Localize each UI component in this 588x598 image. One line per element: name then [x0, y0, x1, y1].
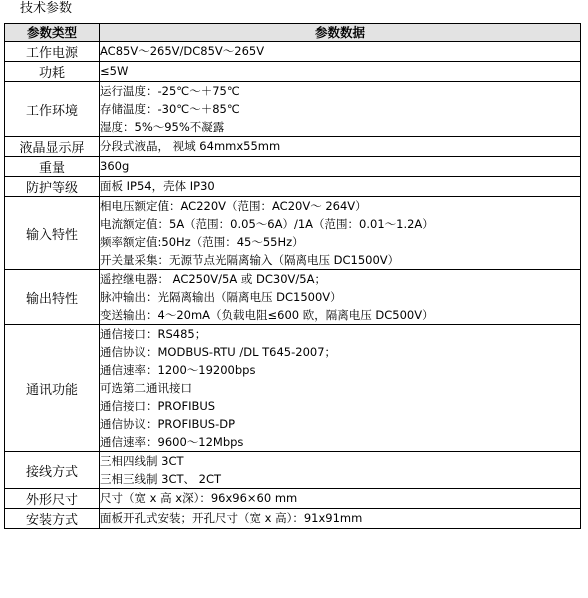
- value-line: 通信协议：PROFIBUS-DP: [100, 417, 236, 431]
- value-line: 面板开孔式安装；开孔尺寸（宽 x 高）：91x91mm: [100, 511, 363, 525]
- table-row: [5, 509, 581, 529]
- value-line: 脉冲输出：光隔离输出（隔离电压 DC1500V）: [100, 290, 342, 304]
- table-header-row: [5, 24, 581, 42]
- value-line: 相电压额定值：AC220V（范围：AC20V～ 264V）: [100, 199, 367, 213]
- spec-table: [4, 23, 581, 529]
- row-category: 通讯功能: [5, 325, 100, 452]
- row-values: [100, 270, 581, 325]
- value-line: 通信接口：PROFIBUS: [100, 399, 216, 413]
- value-line: 三相四线制 3CT: [100, 454, 184, 468]
- table-row: [5, 197, 581, 270]
- row-category: 输出特性: [5, 270, 100, 325]
- row-category: 接线方式: [5, 452, 100, 489]
- table-row: [5, 325, 581, 452]
- table-row: [5, 270, 581, 325]
- value-line: 分段式液晶， 视域 64mmx55mm: [100, 139, 281, 153]
- row-values: [100, 82, 581, 137]
- row-values: [100, 197, 581, 270]
- value-line: 遥控继电器： AC250V/5A 或 DC30V/5A；: [100, 272, 326, 286]
- spec-table-body: [5, 42, 581, 529]
- value-line: 通信接口：RS485；: [100, 327, 207, 341]
- table-row: [5, 137, 581, 157]
- row-category: 工作电源: [5, 42, 100, 62]
- value-line: 湿度：5%～95%不凝露: [100, 120, 225, 134]
- value-line: ≤5W: [100, 64, 129, 78]
- table-row: [5, 82, 581, 137]
- row-values: [100, 177, 581, 197]
- table-row: [5, 177, 581, 197]
- value-line: 面板 IP54，壳体 IP30: [100, 179, 215, 193]
- value-line: AC85V～265V/DC85V～265V: [100, 44, 265, 58]
- value-line: 开关量采集：无源节点光隔离输入（隔离电压 DC1500V）: [100, 253, 400, 267]
- row-values: [100, 325, 581, 452]
- value-line: 通信协议：MODBUS-RTU /DL T645-2007；: [100, 345, 337, 359]
- row-values: [100, 62, 581, 82]
- row-values: [100, 42, 581, 62]
- row-values: [100, 489, 581, 509]
- row-category: 重量: [5, 157, 100, 177]
- value-line: 尺寸（宽 x 高 x深）：96x96×60 mm: [100, 491, 298, 505]
- table-row: [5, 62, 581, 82]
- row-category: 外形尺寸: [5, 489, 100, 509]
- row-category: 安装方式: [5, 509, 100, 529]
- page-heading: 技术参数: [20, 1, 73, 16]
- value-line: 通信速率：9600～12Mbps: [100, 435, 244, 449]
- header-data: 参数数据: [100, 24, 581, 42]
- value-line: 可选第二通讯接口: [100, 381, 192, 395]
- table-row: [5, 452, 581, 489]
- value-line: 360g: [100, 159, 130, 173]
- value-line: 存储温度：-30℃～＋85℃: [100, 102, 240, 116]
- row-category: 输入特性: [5, 197, 100, 270]
- value-line: 电流额定值：5A（范围：0.05～6A）/1A（范围：0.01～1.2A）: [100, 217, 434, 231]
- value-line: 变送输出：4～20mA（负载电阻≤600 欧，隔离电压 DC500V）: [100, 308, 434, 322]
- table-row: [5, 157, 581, 177]
- header-category: 参数类型: [5, 24, 100, 42]
- row-values: [100, 452, 581, 489]
- row-values: [100, 137, 581, 157]
- row-values: [100, 509, 581, 529]
- value-line: 频率额定值:50Hz（范围：45～55Hz）: [100, 235, 304, 249]
- value-line: 运行温度：-25℃～＋75℃: [100, 84, 240, 98]
- row-category: 工作环境: [5, 82, 100, 137]
- row-category: 功耗: [5, 62, 100, 82]
- row-category: 防护等级: [5, 177, 100, 197]
- table-row: [5, 489, 581, 509]
- table-row: [5, 42, 581, 62]
- value-line: 三相三线制 3CT、 2CT: [100, 472, 222, 486]
- row-category: 液晶显示屏: [5, 137, 100, 157]
- row-values: [100, 157, 581, 177]
- value-line: 通信速率：1200～19200bps: [100, 363, 256, 377]
